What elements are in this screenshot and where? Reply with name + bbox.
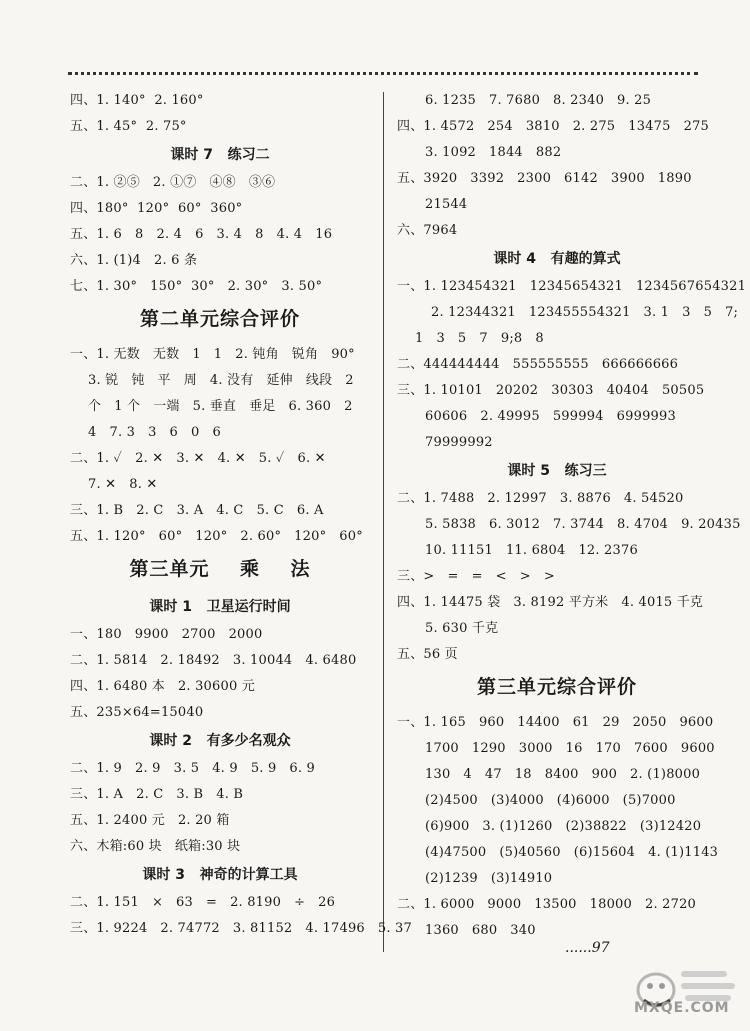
answer-line: 1 3 5 7 9;8 8 — [415, 331, 544, 346]
answer-line: 六、1. (1)4 2. 6 条 — [70, 253, 198, 268]
answer-line: 6. 1235 7. 7680 8. 2340 9. 25 — [425, 93, 652, 108]
answer-line: 1360 680 340 — [425, 923, 536, 938]
column-divider — [383, 92, 384, 952]
watermark-text: MXQE.COM — [634, 1000, 730, 1016]
answer-line: 三、> = = < > > — [397, 569, 555, 584]
answer-line: 3. 锐 钝 平 周 4. 没有 延伸 线段 2 — [88, 373, 354, 388]
answer-line: 一、1. 无数 无数 1 1 2. 钝角 锐角 90° — [70, 347, 355, 362]
answer-line: 五、1. 2400 元 2. 20 箱 — [70, 813, 230, 828]
answer-line: 七、1. 30° 150° 30° 2. 30° 3. 50° — [70, 279, 323, 294]
answer-line: (6)900 3. (1)1260 (2)38822 (3)12420 — [425, 819, 702, 834]
answer-line: 二、444444444 555555555 666666666 — [397, 357, 679, 372]
answer-line: 二、1. 9 2. 9 3. 5 4. 9 5. 9 6. 9 — [70, 761, 316, 776]
answer-line: (2)4500 (3)4000 (4)6000 (5)7000 — [425, 793, 676, 808]
answer-line: 4 7. 3 3 6 0 6 — [88, 425, 221, 440]
lesson-heading: 课时 7 练习二 — [170, 147, 270, 163]
answer-line: 个 1 个 一端 5. 垂直 垂足 6. 360 2 — [88, 399, 353, 414]
answer-line: 二、1. ✓ 2. ✕ 3. ✕ 4. ✕ 5. ✓ 6. ✕ — [70, 451, 326, 466]
answer-line: 130 4 47 18 8400 900 2. (1)8000 — [425, 767, 701, 782]
answer-line: 5. 630 千克 — [425, 621, 499, 636]
unit-heading: 第三单元综合评价 — [476, 676, 637, 698]
answer-line: 四、1. 14475 袋 3. 8192 平方米 4. 4015 千克 — [397, 595, 704, 610]
answer-line: 五、3920 3392 2300 6142 3900 1890 — [397, 171, 692, 186]
answer-line: 60606 2. 49995 599994 6999993 — [425, 409, 676, 424]
answer-line: 21544 — [425, 197, 468, 212]
unit-heading: 第二单元综合评价 — [139, 308, 300, 330]
answer-line: 三、1. B 2. C 3. A 4. C 5. C 6. A — [70, 503, 324, 518]
answer-line: 7. ✕ 8. ✕ — [88, 477, 158, 492]
lesson-heading: 课时 2 有多少名观众 — [149, 733, 291, 749]
answer-line: 四、180° 120° 60° 360° — [70, 201, 243, 216]
page-number: ......97 — [565, 940, 610, 956]
answer-line: (2)1239 (3)14910 — [425, 871, 553, 886]
left-column — [70, 88, 412, 942]
answer-line: 二、1. 6000 9000 13500 18000 2. 2720 — [397, 897, 697, 912]
answer-line: 一、1. 123454321 12345654321 1234567654321 — [397, 279, 747, 294]
answer-line: 四、1. 4572 254 3810 2. 275 13475 275 — [397, 119, 710, 134]
answer-line: (4)47500 (5)40560 (6)15604 4. (1)1143 — [425, 845, 719, 860]
answer-line: 一、1. 165 960 14400 61 29 2050 9600 — [397, 715, 714, 730]
answer-line: 二、1. 7488 2. 12997 3. 8876 4. 54520 — [397, 491, 684, 506]
answer-line: 三、1. A 2. C 3. B 4. B — [70, 787, 244, 802]
answer-line: 四、1. 140° 2. 160° — [70, 93, 204, 108]
answer-line: 五、235×64=15040 — [70, 705, 204, 720]
answer-line: 五、1. 120° 60° 120° 2. 60° 120° 60° — [70, 529, 363, 544]
answer-line: 五、1. 6 8 2. 4 6 3. 4 8 4. 4 16 — [70, 227, 333, 242]
answer-line: 1700 1290 3000 16 170 7600 9600 — [425, 741, 715, 756]
answer-line: 二、1. 151 × 63 = 2. 8190 ÷ 26 — [70, 895, 336, 910]
answer-line: 六、7964 — [397, 223, 458, 238]
lesson-heading: 课时 5 练习三 — [507, 463, 607, 479]
answer-line: 二、1. 5814 2. 18492 3. 10044 4. 6480 — [70, 653, 357, 668]
answer-line: 三、1. 9224 2. 74772 3. 81152 4. 17496 5. 37 — [70, 921, 412, 936]
answer-line: 2. 12344321 123455554321 3. 1 3 5 7; — [431, 305, 739, 320]
answer-line: 二、1. ②⑤ 2. ①⑦ ④⑧ ③⑥ — [70, 175, 276, 190]
answer-line: 10. 11151 11. 6804 12. 2376 — [425, 543, 638, 558]
unit-heading: 第三单元 乘 法 — [129, 558, 311, 580]
answer-line: 3. 1092 1844 882 — [425, 145, 562, 160]
answer-line: 79999992 — [425, 435, 493, 450]
answer-line: 四、1. 6480 本 2. 30600 元 — [70, 679, 255, 694]
answer-line: 六、木箱:60 块 纸箱:30 块 — [70, 839, 241, 854]
answer-line: 五、56 页 — [397, 647, 458, 662]
lesson-heading: 课时 1 卫星运行时间 — [149, 599, 291, 615]
top-dotted-rule — [68, 72, 698, 75]
answer-line: 三、1. 10101 20202 30303 40404 50505 — [397, 383, 705, 398]
right-column — [397, 88, 747, 944]
answer-line: 五、1. 45° 2. 75° — [70, 119, 187, 134]
lesson-heading: 课时 3 神奇的计算工具 — [142, 867, 298, 883]
lesson-heading: 课时 4 有趣的算式 — [493, 251, 621, 267]
answer-line: 5. 5838 6. 3012 7. 3744 8. 4704 9. 20435 — [425, 517, 741, 532]
answer-line: 一、180 9900 2700 2000 — [70, 627, 263, 642]
